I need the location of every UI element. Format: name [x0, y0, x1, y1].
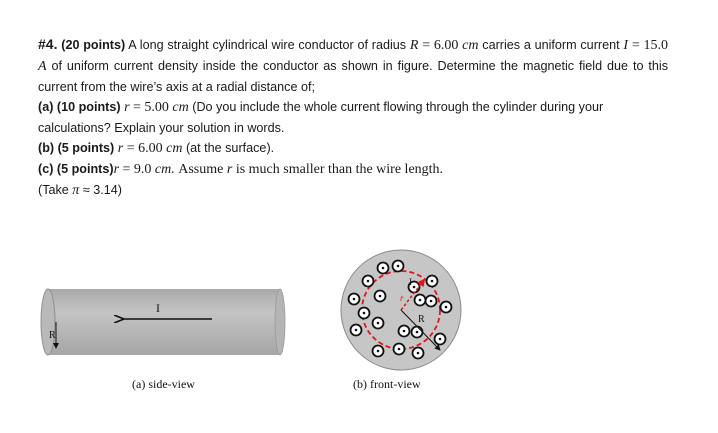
current-unit: A	[38, 59, 47, 74]
dot-center	[398, 348, 401, 351]
dot-center	[417, 352, 420, 355]
side-view-figure	[41, 289, 285, 391]
current-value: = 15.0	[631, 38, 669, 53]
dot-center	[419, 299, 422, 302]
part-b-text: (at the surface).	[185, 141, 275, 155]
dot-center	[377, 350, 380, 353]
part-c-value: = 9.0	[122, 162, 152, 177]
front-r-label: r	[400, 293, 404, 303]
take-value: ≈ 3.14)	[82, 183, 122, 197]
dot-center	[431, 280, 434, 283]
dot-center	[430, 300, 433, 303]
dot-center	[367, 280, 370, 283]
intro-text-2: carries a uniform current	[482, 38, 620, 52]
dot-center	[379, 295, 382, 298]
part-a-r: r	[124, 100, 130, 115]
front-view-figure	[341, 250, 461, 391]
cylinder-right-end	[275, 289, 285, 355]
cylinder-left-end	[41, 289, 55, 355]
side-radius-label: R	[49, 330, 56, 341]
pi-symbol: π	[72, 183, 80, 198]
dot-center	[397, 265, 400, 268]
part-a-label: (a) (10 points)	[38, 100, 121, 114]
part-b-value: = 6.00	[126, 141, 163, 156]
current-symbol: I	[623, 38, 629, 53]
front-radius-label: R	[418, 314, 425, 325]
radius-symbol: R	[409, 38, 419, 53]
radius-value: = 6.00	[422, 38, 459, 53]
part-a-value: = 5.00	[133, 100, 169, 115]
dot-center	[353, 298, 356, 301]
dot-center	[403, 330, 406, 333]
intro-text-1: A long straight cylindrical wire conductor of radius	[128, 38, 407, 52]
part-c-label: (c) (5 points)	[38, 162, 114, 176]
part-a-unit: cm	[172, 100, 189, 115]
dot-center	[416, 331, 419, 334]
part-b-label: (b) (5 points)	[38, 141, 115, 155]
part-c-r2: r	[226, 162, 233, 177]
side-current-label: I	[156, 301, 160, 315]
part-a-text: (Do you include the whole current flowing through the cylinder during your calculations? Explain your solution in words.	[38, 100, 604, 135]
part-b-unit: cm	[166, 141, 183, 156]
part-b-r: r	[117, 141, 124, 156]
part-c-unit: cm.	[154, 162, 175, 177]
dot-center	[382, 267, 385, 270]
take-prefix: (Take	[38, 183, 69, 197]
dot-center	[413, 286, 416, 289]
problem-number: #4.	[38, 36, 58, 52]
front-view-caption: (b) front-view	[353, 377, 421, 391]
side-view-caption: (a) side-view	[132, 377, 195, 391]
intro-text-3: of uniform current density inside the conductor as shown in figure. Determine the magnetic field due to this current from the wire’s axis at a radial distance of;	[38, 59, 668, 94]
dot-center	[377, 322, 380, 325]
part-c-text-1: Assume	[178, 162, 224, 177]
dot-center	[445, 306, 448, 309]
dot-center	[439, 338, 442, 341]
problem-points: (20 points)	[61, 38, 126, 52]
front-current-label: I	[409, 277, 412, 287]
part-c-text-2: is much smaller than the wire length.	[235, 162, 444, 177]
radius-unit: cm	[462, 38, 479, 53]
dot-center	[363, 312, 366, 315]
part-c-r: r	[113, 162, 120, 177]
cylinder-body	[48, 289, 280, 355]
dot-center	[355, 329, 358, 332]
